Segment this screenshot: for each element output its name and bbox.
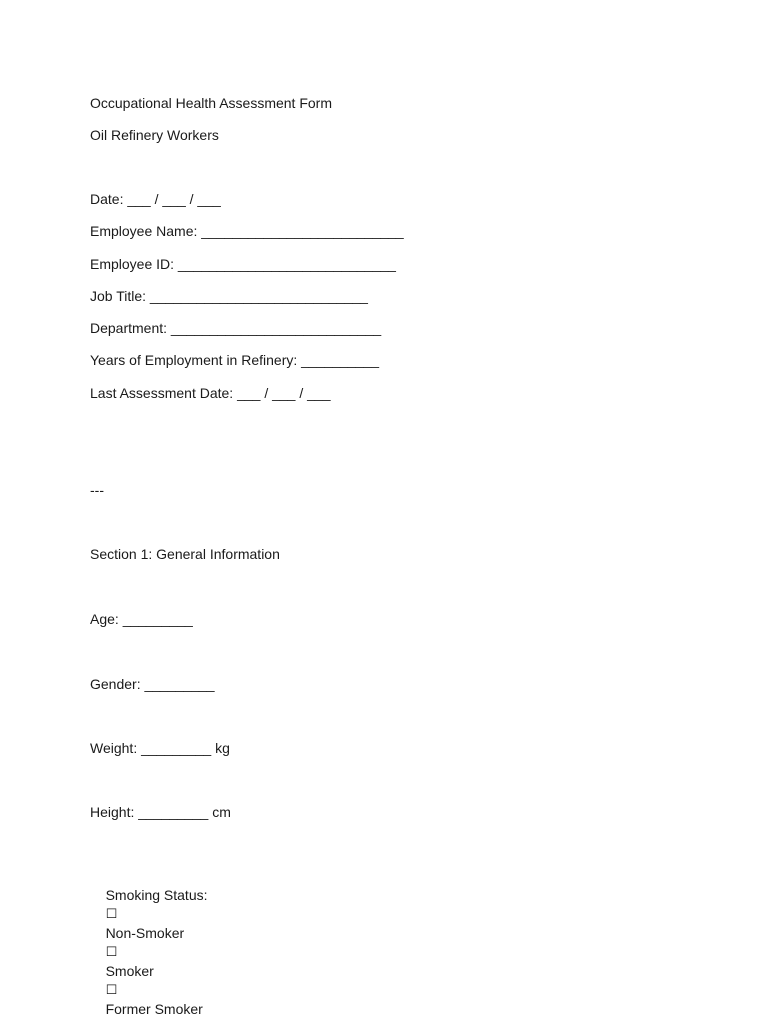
weight-field: Weight: _________ kg xyxy=(90,740,230,756)
form-title: Occupational Health Assessment Form xyxy=(90,95,332,111)
job-title-field: Job Title: ____________________________ xyxy=(90,288,368,304)
checkbox-icon[interactable]: ☐ xyxy=(105,907,118,922)
smoking-status-row xyxy=(90,868,208,1036)
checkbox-icon[interactable]: ☐ xyxy=(105,945,118,960)
form-subtitle: Oil Refinery Workers xyxy=(90,127,219,143)
option-smoker: Smoker xyxy=(105,963,154,979)
date-field: Date: ___ / ___ / ___ xyxy=(90,191,221,207)
section-divider: --- xyxy=(90,482,104,498)
years-employment-field: Years of Employment in Refinery: __________ xyxy=(90,352,379,368)
height-field: Height: _________ cm xyxy=(90,804,231,820)
age-field: Age: _________ xyxy=(90,611,193,627)
option-former-smoker: Former Smoker xyxy=(105,1001,203,1017)
employee-name-field: Employee Name: __________________________ xyxy=(90,223,404,239)
section-1-heading: Section 1: General Information xyxy=(90,546,280,562)
department-field: Department: ___________________________ xyxy=(90,320,382,336)
checkbox-icon[interactable]: ☐ xyxy=(105,983,118,998)
smoking-status-label: Smoking Status: xyxy=(105,887,208,903)
last-assessment-date-field: Last Assessment Date: ___ / ___ / ___ xyxy=(90,385,331,401)
employee-id-field: Employee ID: ____________________________ xyxy=(90,256,396,272)
gender-field: Gender: _________ xyxy=(90,676,215,692)
option-non-smoker: Non-Smoker xyxy=(105,925,185,941)
